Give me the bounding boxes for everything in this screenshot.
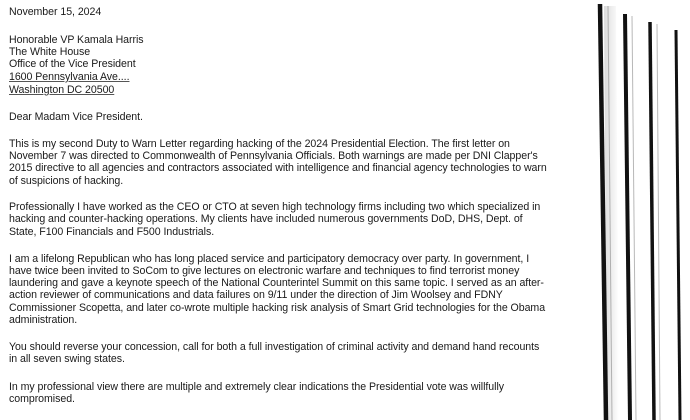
paragraph-line: State, F100 Financials and F500 Industrials.: [9, 226, 215, 238]
paragraph-line: laundering and gave a keynote speech of the National Counterintel Summit on this same topic. I served as an after-: [9, 277, 544, 289]
page-edge: [650, 22, 654, 420]
paragraph-line: You should reverse your concession, call for both a full investigation of criminal activity and demand hand recounts: [9, 341, 540, 353]
page-edge-highlight: [632, 16, 636, 420]
paragraph-line: In my professional view there are multiple and extremely clear indications the Presidential vote was willfully: [9, 381, 504, 393]
page-edge-shadow: [604, 6, 619, 420]
letter-date: November 15, 2024: [9, 6, 102, 18]
paragraph-line: 2015 directive to all agencies and contractors associated with intelligence and financial agency technologies to warn: [9, 162, 547, 174]
recipient-line: Office of the Vice President: [9, 58, 136, 70]
paragraph-line: Commissioner Scopetta, and later co-wrote multiple hacking risk analysis of Smart Grid technologies for the Obama: [9, 302, 546, 314]
paragraph-line: I am a lifelong Republican who has long placed service and participatory democracy over party. In government, I: [9, 253, 530, 265]
page-edge-highlight: [657, 24, 660, 420]
paragraph-line: This is my second Duty to Warn Letter regarding hacking of the 2024 Presidential Election. The first letter on: [9, 138, 510, 150]
paragraph-line: of suspicions of hacking.: [9, 175, 124, 187]
page-edge-highlight: [608, 6, 612, 420]
paragraph-line: administration.: [9, 314, 78, 326]
recipient-line: Washington DC 20500: [9, 84, 115, 96]
page-edge: [600, 4, 606, 420]
stack-background: [592, 0, 690, 420]
recipient-line: 1600 Pennsylvania Ave....: [9, 71, 130, 83]
recipient-line: The White House: [9, 46, 91, 58]
paragraph-line: hacking and counter-hacking operations. My clients have included numerous governments DoD, DHS, Dept. of: [9, 213, 523, 225]
page-edge: [625, 14, 630, 420]
paragraph-line: November 7 was directed to Commonwealth of Pennsylvania Officials. Both warnings are made per DNI Clapper's: [9, 150, 538, 162]
salutation: Dear Madam Vice President.: [9, 111, 143, 123]
page-edge: [676, 30, 680, 420]
paragraph-line: action reviewer of communications and data failures on 9/11 under the direction of Jim Woolsey and FDNY: [9, 289, 503, 301]
paragraph-line: have twice been invited to SoCom to give lectures on electronic warfare and techniques to find terrorist money: [9, 265, 520, 277]
paragraph-line: in all seven swing states.: [9, 353, 125, 365]
recipient-line: Honorable VP Kamala Harris: [9, 34, 144, 46]
paragraph-line: Professionally I have worked as the CEO or CTO at seven high technology firms including two which specialized in: [9, 201, 541, 213]
paragraph-line: compromised.: [9, 393, 75, 405]
